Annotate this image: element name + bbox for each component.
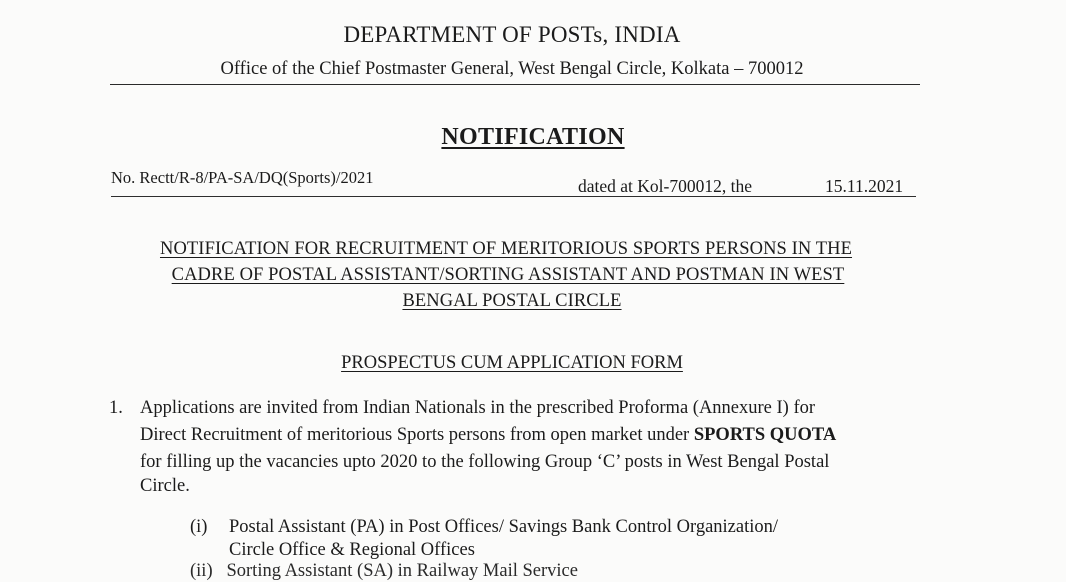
subject-line-2: CADRE OF POSTAL ASSISTANT/SORTING ASSISTANT AND POSTMAN IN WEST: [171, 265, 845, 285]
next-post-item-number: (ii): [190, 561, 213, 581]
section-heading: PROSPECTUS CUM APPLICATION FORM: [341, 353, 683, 373]
office-address: Office of the Chief Postmaster General, West Bengal Circle, Kolkata – 700012: [220, 59, 804, 79]
department-title: DEPARTMENT OF POSTs, INDIA: [343, 22, 681, 47]
notification-title: NOTIFICATION: [441, 124, 625, 150]
subject-line-3: BENGAL POSTAL CIRCLE: [402, 291, 622, 311]
paragraph-line-3: for filling up the vacancies upto 2020 to the following Group ‘C’ posts in West Bengal Postal: [140, 452, 830, 472]
paragraph-line-2: [140, 425, 836, 446]
post-item-line-2: Circle Office & Regional Offices: [229, 540, 475, 560]
next-post-item-text: Sorting Assistant (SA) in Railway Mail Service: [226, 561, 578, 581]
reference-underline: [111, 196, 916, 197]
post-item-number: (i): [190, 517, 208, 537]
paragraph-line-4: Circle.: [140, 476, 190, 496]
header-divider: [110, 84, 920, 85]
next-post-item: [190, 561, 578, 582]
sports-quota-emphasis: SPORTS QUOTA: [693, 425, 837, 445]
notification-date: 15.11.2021: [825, 176, 904, 196]
paragraph-line-1: Applications are invited from Indian Nationals in the prescribed Proforma (Annexure I) for: [140, 398, 816, 418]
paragraph-line-2-text: Direct Recruitment of meritorious Sports persons from open market under: [140, 425, 694, 445]
dated-at-label: dated at Kol-700012, the: [578, 176, 752, 196]
reference-number: No. Rectt/R-8/PA-SA/DQ(Sports)/2021: [111, 168, 374, 187]
post-item-line-1: Postal Assistant (PA) in Post Offices/ Savings Bank Control Organization/: [229, 517, 779, 537]
paragraph-number: 1.: [109, 398, 123, 418]
subject-line-1: NOTIFICATION FOR RECRUITMENT OF MERITORIOUS SPORTS PERSONS IN THE: [159, 239, 853, 259]
